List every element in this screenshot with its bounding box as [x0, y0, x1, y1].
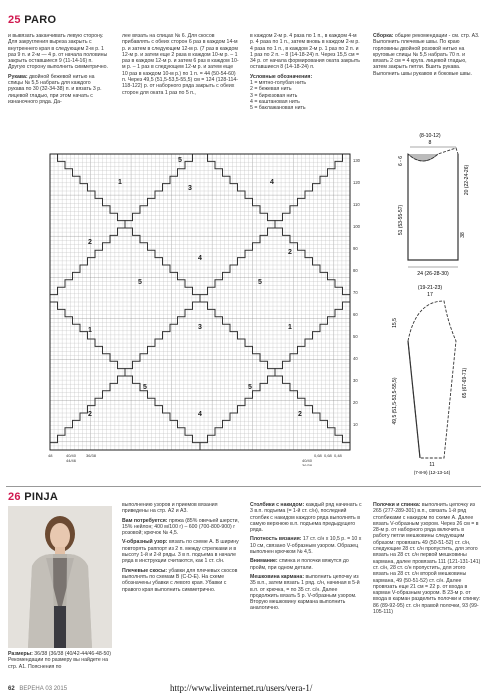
knitting-chart [38, 150, 366, 466]
chart-color-number: 5 [178, 157, 182, 164]
chart-row-label: 50 [353, 334, 358, 339]
body-dim-height: 51 (53-55-57) [398, 204, 404, 236]
dc-text: каждый ряд начинать с 3 в.п. подъема (= 1-й ст. с/н), последний столбик с накидом каждого ряда выполнять в самую верхнюю в.п. подъема предыдущего ряда. [250, 502, 362, 534]
chart-row-label: 70 [353, 290, 358, 295]
col2-intro: выполнению узоров и приемов вязания приведены на стр. А2 и А3. [122, 502, 218, 515]
chart-axis-left-label: 48 [48, 453, 53, 458]
fronts-back-text: выполнить цепочку из 265 (277-289-301) в.п., связать 1-й ряд столбиками с накидом по схеме А. Далее вязать V-образным узором. Через 26 см = в 28-м р. от наборного ряда включить в работу петли мешковины следующим образом: провязать 49 (50-51-52) ст. с/н, следующие 28 ст. с/н пропустить, для этого вязать на 28 ст. с/н первой мешковины кармана, далее провязать 111 (121-131-141) ст. с/н, 28 ст. с/н пропустить, для этого вязать на 28 ст. с/н второй мешковины кармана, 49 (50-51-52) ст. с/н. Далее провязать еще 21 см = 22 р. от входа в карман V-образным узором. В 23-м р. от входа в карман разделить полочки и спинку: 86 (89-92-95) ст. с/н правой полочки, 93 (99-105-111) [373, 502, 481, 616]
chart-color-number: 1 [288, 324, 292, 331]
chart-color-number: 5 [138, 279, 142, 286]
chart-color-number: 5 [143, 384, 147, 391]
body-dim-side-a: 6 - 6 [398, 155, 404, 166]
chart-color-number: 2 [88, 411, 92, 418]
sleeve-label: Рукава: [8, 73, 28, 80]
chart-row-label: 20 [353, 400, 358, 405]
section25-col4 [373, 33, 481, 77]
sleeve-dim-bottom2: 11 [429, 462, 435, 468]
body-dim-bottom: 24 (26-28-30) [417, 271, 449, 277]
legend-item: 3 = бирюзовая нить [250, 92, 298, 99]
sleeve-dim-left-b: 49,5 (51,5-53,5-55,5) [392, 377, 398, 425]
chart-color-number: 1 [88, 327, 92, 334]
pattern-text: вязать по схеме А. В ширину повторять раппорт из 2 п. между стрелками и в высоту 1-й и 2-й ряды. 3 в п. подъема в начале ряда в инструкции считаются, как 1 ст. с/н. [122, 539, 239, 565]
assembly-label: Сборка: [373, 33, 394, 39]
pocket-text: выполнить цепочку из 35 в.п., затем вязать 1 ряд. с/н, начиная в 5-й в.п. от крючка, = по 35 ст. с/н. Далее продолжить вязать 5 р. V-образным узором. Вторую мешковину кармана выполнить аналогично. [250, 573, 360, 612]
legend-item: 4 = каштановая нить [250, 98, 300, 105]
col2-text: лее вязать на спицах № 6. Для скосов прибавлять с обеих сторон 6 раз в каждом 14-м р. и затем в следующем 12-м р. (7 раз в каждом 12-м р. и затем еще 2 раза в каждом 10-м р. – 1 раз в каждом 12-м р. и затем 6 раз в каждом 10-м р. – 1 раз в следующем 12-м р. и затем еще 10 раз в каждом 10-м р.) по 1 п. = 44 (50-54-60) п. Через 49,5 (51,5-53,5-55,5) см = 124 (128-114-118-122) р. от наборного ряда закрыть с обеих сторон для оката 1 раз по 5 п., [122, 33, 239, 96]
chart-axis-right-label: 0,48 [334, 453, 342, 458]
shoulders-text: убавки для плечевых скосов выполнять по схемам В (С-D-E). На схеме обозначены убавки с левого края. Убавки с правого края выполнить симметрично. [122, 567, 238, 593]
section26-col2 [122, 502, 240, 593]
chart-row-label: 120 [353, 180, 360, 185]
attention-text: спинка и полочки вяжутся до пройм, при одном детали. [250, 558, 349, 571]
sizes-text: 36/38 (36/38 (40/42-44/46-48-50) Рекомендации по размеру вы найдете на стр. А1. Пояснения по [8, 651, 112, 670]
legend-item: 2 = бежевая нить [250, 86, 292, 93]
section-divider [6, 486, 481, 487]
chart-axis-right-label: 0,68 [314, 453, 322, 458]
yarn-text: пряжа (85% овечьей шерсти, 15% нейлон; 400 м/100 г) – 600 (700-800-900) г розовой; крючок № 4,5. [122, 517, 239, 537]
chart-axis-right-label: 36/38 [302, 463, 313, 466]
chart-color-number: 3 [188, 185, 192, 192]
section-26-title: PINJA [24, 491, 59, 503]
chart-color-number: 2 [298, 411, 302, 418]
chart-row-label: 130 [353, 158, 360, 163]
col3-text: в каждом 2-м р. 4 раза по 1 п., в каждом 4-м р. 4 раза по 1 п., затем вновь в каждом 2-м р. 4 раза по 1 п., в каждом 2-м р. 1 раз по 2 п. и 1 раз по 2 п. – 8 (14-18-24) п. Через 15,5 см = 34 р. от начала формирования оката закрыть оставшиеся 8 (14-18-24) п. [250, 33, 360, 71]
chart-color-number: 4 [198, 411, 202, 418]
chart-axis-right-label: 0,68 [324, 453, 332, 458]
chart-axis-left-label: 40/40 [66, 453, 77, 458]
chart-axis-left-label: 36/38 [86, 453, 97, 458]
body-schematic [378, 130, 484, 280]
chart-row-label: 10 [353, 422, 358, 427]
chart-color-number: 3 [198, 324, 202, 331]
chart-mask-right [350, 150, 366, 466]
chart-color-number: 5 [258, 279, 262, 286]
body-dim-side-right: 20 (22-24-26) [464, 164, 470, 196]
pattern-label: V-образный узор: [122, 539, 168, 546]
sleeve-dim-right: 65 (67-69-71) [462, 367, 468, 399]
body-dim-lower: 38 [460, 232, 466, 238]
chart-color-number: 4 [198, 255, 202, 262]
section26-col1 [8, 651, 112, 670]
page-footer [8, 686, 67, 692]
section-25-heading [8, 14, 56, 26]
section25-col2 [122, 33, 240, 96]
chart-row-label: 40 [353, 356, 358, 361]
sleeve-dim-top: (19-21-23) [417, 285, 443, 291]
sleeve-schematic [378, 283, 484, 478]
pocket-label: Мешковина кармана: [250, 573, 305, 580]
section-25-number: 25 [8, 14, 21, 26]
body-dim-top2: 8 [428, 140, 432, 146]
model-photo [8, 506, 112, 648]
col1-text: и вывязать заканчивать левую сторону. Для закругления выреза закрыть с внутреннего края в следующем 2-м р. 1 раз 9 п. и 2-м — 4 р. от начала половины закрыть оставшиеся 9 (11-14-16) п. Другую сторону выполнить симметрично. [8, 33, 108, 71]
chart-color-number: 2 [288, 249, 292, 256]
chart-row-label: 60 [353, 312, 358, 317]
chart-row-label: 90 [353, 246, 358, 251]
fronts-back-label: Полочки и спинка: [373, 502, 421, 508]
chart-color-number: 5 [248, 384, 252, 391]
chart-color-number: 4 [270, 179, 274, 186]
section-26-heading [8, 491, 58, 503]
chart-row-label: 110 [353, 202, 360, 207]
attention-label: Внимание: [250, 558, 278, 565]
magazine-name: ВЕРЕНА 03 2015 [19, 686, 68, 692]
legend-item: 5 = баклажановая нить [250, 105, 306, 112]
page-number: 62 [8, 686, 15, 692]
legend-title: Условные обозначения: [250, 73, 313, 80]
section25-col3 [250, 33, 362, 112]
sleeve-dim-top2: 17 [427, 292, 433, 298]
sizes-label: Размеры: [8, 651, 33, 657]
gauge-label: Плотность вязания: [250, 536, 302, 543]
legend [250, 80, 362, 111]
chart-row-label: 80 [353, 268, 358, 273]
sleeve-dim-left-a: 15,5 [392, 318, 398, 328]
sleeve-text: двойной бежевой нитью на спицы № 5,5 набрать для каждого рукава по 30 (32-34-38) п. и вязать 3 р. лицевой гладью, при этом начать с изнаночного ряда. Да- [8, 73, 102, 105]
sleeve-dim-bottom: (7-8-9) (12-13-14) [413, 470, 451, 475]
chart-row-label: 100 [353, 224, 360, 229]
chart-mask-left [38, 150, 50, 466]
section26-col3 [250, 502, 362, 612]
legend-item: 1 = мятно-голубая нить [250, 80, 307, 87]
yarn-label: Вам потребуется: [122, 517, 168, 524]
chart-row-label: 30 [353, 378, 358, 383]
chart-axis-left-label: 44/46 [66, 458, 77, 463]
chart-axis-right-label: 40/40 [302, 458, 313, 463]
section25-col1 [8, 33, 108, 105]
dc-label: Столбики с накидом: [250, 502, 305, 508]
shoulders-label: Плечевые скосы: [122, 567, 168, 574]
section-25-title: PARO [24, 14, 57, 26]
section-26-number: 26 [8, 491, 21, 503]
assembly-text: общие рекомендации - см. стр. А3. Выполнить плечевые швы. По краю горловины двойной розовой нитью на круговые спицы № 5,5 набрать 70 п. и вязать 2 см = 4 круга. лицевой гладью, затем закрыть петли. Вшить рукава. Выполнить швы рукавов и боковые швы. [373, 33, 480, 77]
chart-color-number: 2 [88, 239, 92, 246]
body-dim-top: (8-10-12) [419, 133, 441, 139]
chart-color-number: 1 [118, 179, 122, 186]
section26-col4 [373, 502, 481, 615]
watermark-url: http://www.liveinternet.ru/users/vera-1/ [170, 683, 313, 693]
gauge-text: 17 ст. с/н x 10,5 р. = 10 x 10 см, связано V-образным узором. Образец выполнен крючком № 4,5. [250, 536, 362, 556]
